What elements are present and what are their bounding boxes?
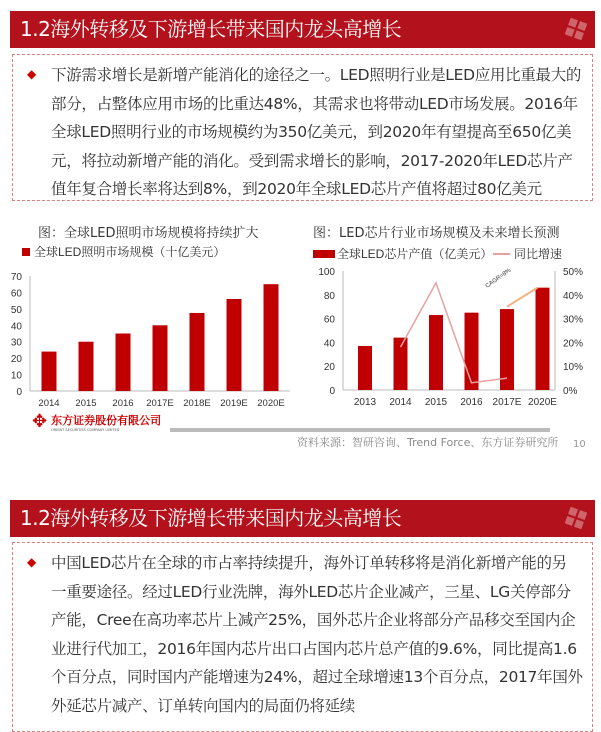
x-tick-label: 2020E <box>257 398 285 409</box>
legend-label: 全球LED芯片产值（亿美元） <box>337 247 493 261</box>
paragraph-line: 外延芯片减产、订单转向国内的局面仍将延续 <box>51 696 356 715</box>
x-tick-label: 2015 <box>424 397 448 408</box>
y-tick-label: 100 <box>318 267 335 278</box>
x-tick-label: 2013 <box>353 397 377 408</box>
y-tick-label: 0 <box>16 387 22 398</box>
x-tick-label: 2017E <box>492 397 522 408</box>
y2-tick-label: 0% <box>563 386 578 397</box>
bar <box>264 284 279 391</box>
y-tick-label: 80 <box>323 290 335 302</box>
bar <box>116 334 131 392</box>
y-tick-label: 50 <box>10 304 22 316</box>
y-tick-label: 10 <box>10 370 22 382</box>
brand-logo-icon <box>565 507 587 529</box>
divider <box>170 428 550 432</box>
paragraph-line: 中国LED芯片在全球的市占率持续提升，海外订单转移将是消化新增产能的另 <box>51 554 567 572</box>
x-tick-label: 2014 <box>38 398 60 409</box>
slide-1-text-box <box>12 54 593 201</box>
slide-2-title-bar <box>10 500 595 537</box>
paragraph-line: 元，将拉动新增产能的消化。受到需求增长的影响，2017-2020年LED芯片产 <box>51 151 573 170</box>
brand-logo-icon <box>565 18 587 40</box>
source-note: 资料来源：智研咨询、Trend Force、东方证券研究所 <box>297 436 559 449</box>
paragraph-line: 产能，Cree在高功率芯片上减产25%，国外芯片企业将部分产品移交至国内企 <box>51 611 576 629</box>
y2-tick-label: 30% <box>563 314 584 326</box>
y2-tick-label: 20% <box>563 338 584 350</box>
diamond-bullet-icon: ◆ <box>27 67 37 81</box>
bar <box>536 288 550 390</box>
page-number: 10 <box>573 439 586 450</box>
y-tick-label: 30 <box>10 337 22 349</box>
charts <box>0 240 601 425</box>
y-tick-label: 60 <box>323 314 335 326</box>
x-tick-label: 2020E <box>528 397 557 408</box>
paragraph-line: 部分，占整体应用市场的比重达48%，其需求也将带动LED市场发展。2016年 <box>51 94 578 113</box>
paragraph-line: 下游需求增长是新增产能消化的途径之一。LED照明行业是LED应用比重最大的 <box>51 66 582 84</box>
slide-title: 1.2海外转移及下游增长带来国内龙头高增长 <box>20 506 402 530</box>
y-tick-label: 40 <box>10 321 22 333</box>
x-tick-label: 2016 <box>112 398 134 409</box>
company-logo <box>32 411 161 432</box>
x-tick-label: 2018E <box>183 398 211 409</box>
bar <box>429 315 443 390</box>
bar <box>153 325 168 391</box>
bar <box>42 352 57 391</box>
y-tick-label: 20 <box>10 354 22 366</box>
legend-label: 同比增速 <box>514 247 563 261</box>
y-tick-label: 70 <box>10 272 22 283</box>
chart-1-title: 图：全球LED照明市场规模将持续扩大 <box>38 226 259 241</box>
logo-cn: 东方证券股份有限公司 <box>51 413 162 427</box>
x-tick-label: 2016 <box>460 397 483 408</box>
diamond-bullet-icon: ◆ <box>27 555 37 569</box>
bar <box>227 299 242 391</box>
growth-line <box>401 283 508 383</box>
legend-label: 全球LED照明市场规模（十亿美元） <box>34 245 226 259</box>
bar <box>190 313 205 391</box>
chart-2-title: 图：LED芯片行业市场规模及未来增长预测 <box>313 226 560 241</box>
slide-1-title-bar <box>10 11 595 48</box>
cagr-line <box>507 288 538 307</box>
x-tick-label: 2014 <box>389 397 412 408</box>
bar <box>358 346 372 390</box>
legend-swatch <box>22 248 30 256</box>
x-tick-label: 2019E <box>220 398 248 409</box>
x-tick-label: 2017E <box>146 398 174 409</box>
paragraph-line: 一重要途径。经过LED行业洗牌，海外LED芯片企业减产，三星、LG关停部分 <box>51 582 571 601</box>
y2-tick-label: 50% <box>563 267 584 278</box>
bar <box>79 342 94 391</box>
logo-mark-icon: ✥ <box>32 411 48 432</box>
paragraph-line: 个百分点，同时国内产能增速为24%，超过全球增速13个百分点，2017年国外 <box>51 668 583 686</box>
paragraph-line: 值年复合增长率将达到8%，到2020年全球LED芯片产值将超过80亿美元 <box>51 180 542 198</box>
legend-swatch <box>313 250 335 258</box>
slide-2-text-box <box>12 542 593 732</box>
logo-en: ORIENT SECURITIES COMPANY LIMITED <box>51 427 120 432</box>
bar <box>465 313 479 390</box>
bar <box>500 309 514 390</box>
y2-tick-label: 10% <box>563 362 584 374</box>
bar <box>394 338 408 390</box>
y-tick-label: 40 <box>323 338 335 350</box>
y2-tick-label: 40% <box>563 290 584 302</box>
paragraph-line: 全球LED照明行业的市场规模约为350亿美元，到2020年有望提高至650亿美 <box>51 123 572 141</box>
y-tick-label: 0 <box>329 386 335 397</box>
slide-title: 1.2海外转移及下游增长带来国内龙头高增长 <box>20 17 402 41</box>
y-tick-label: 60 <box>10 288 22 300</box>
x-tick-label: 2015 <box>75 398 97 409</box>
cagr-label: CAGR=8% <box>484 267 513 290</box>
y-tick-label: 20 <box>323 362 335 374</box>
paragraph-line: 业进行代加工，2016年国内芯片出口占国内芯片总产值的9.6%，同比提高1.6 <box>51 639 577 658</box>
